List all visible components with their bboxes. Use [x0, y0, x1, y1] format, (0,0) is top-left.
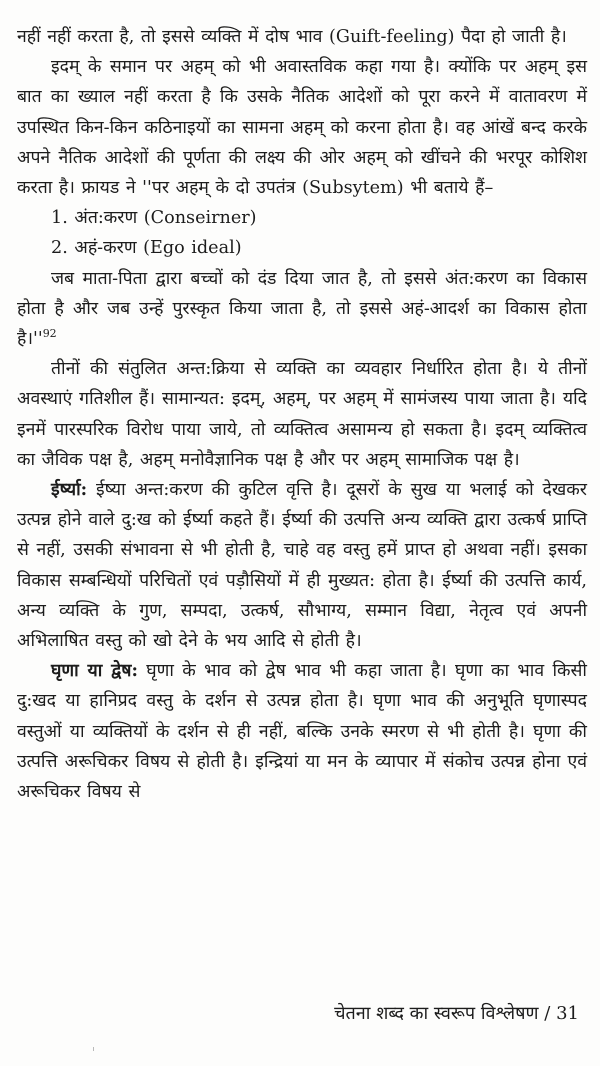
- list-item-conscience: 1. अंत:करण (Conseirner): [51, 208, 257, 229]
- paragraph-jealousy: [17, 475, 587, 656]
- paragraph-development-text: जब माता-पिता द्वारा बच्चों को दंड दिया जात है, तो इससे अंत:करण का विकास होता है और जब उन्हें पुरस्कृत किया जाता है, तो इससे अहं-आदर्श का विकास होता है।'': [17, 268, 587, 350]
- scan-speck: [93, 1047, 94, 1051]
- paragraph-jealousy-text: ईष्या अन्त:करण की कुटिल वृत्ति है। दूसरों के सुख या भलाई को देखकर उत्पन्न होने वाले दु:ख को ईर्ष्या कहते हैं। ईर्ष्या की उत्पत्ति अन्य व्यक्ति द्वारा उत्कर्ष प्राप्ति से नहीं, उसकी संभावना से भी होती है, चाहे वह वस्तु हमें प्राप्त हो अथवा नहीं। इसका विकास सम्बन्धियों परिचितों एवं पड़ौसियों में ही मुख्यत: होता है। ईर्ष्या की उत्पत्ति कार्य, अन्य व्यक्ति के गुण, सम्पदा, उत्कर्ष, सौभाग्य, सम्मान विद्या, नेतृत्व एवं अपनी अभिलाषित वस्तु को खो देने के भय आदि से होती है।: [17, 480, 587, 652]
- running-title: चेतना शब्द का स्वरूप विश्लेषण: [334, 1003, 539, 1024]
- list-item-ego-ideal: 2. अहं-करण (Ego ideal): [51, 238, 242, 259]
- paragraph-superego: इदम् के समान पर अहम् को भी अवास्तविक कहा गया है। क्योंकि पर अहम् इस बात का ख्याल नहीं करता है कि उसके नैतिक आदेशों को पूरा करने में वातावरण में उपस्थित किन-किन कठिनाइयों का सामना अहम् को करना होता है। वह आंखें बन्द करके अपने नैतिक आदेशों की पूर्णता की लक्ष्य की ओर अहम् को खींचने की भरपूर कोशिश करता है। फ्रायड ने ''पर अहम् के दो उपतंत्र (Subsytem) भी बताये हैं–: [17, 57, 587, 199]
- paragraph-development: [17, 264, 587, 355]
- paragraph-continued: नहीं नहीं करता है, तो इससे व्यक्ति में दोष भाव (Guift-feeling) पैदा हो जाती है।: [17, 27, 567, 47]
- heading-jealousy: ईर्ष्या:: [51, 479, 88, 501]
- heading-hatred: घृणा या द्वेष:: [51, 660, 138, 682]
- paragraph-hatred: [17, 656, 587, 807]
- footer-separator: /: [544, 1003, 551, 1024]
- paragraph-hatred-text: घृणा के भाव को द्वेष भाव भी कहा जाता है। घृणा का भाव किसी दु:खद या हानिप्रद वस्तु के दर्शन से उत्पन्न होता है। घृणा भाव की अनुभूति घृणास्पद वस्तुओं या व्यक्तियों के दर्शन से ही नहीं, बल्कि उनके स्मरण से भी होती है। घृणा की उत्पत्ति अरूचिकर विषय से होती है। इन्द्रियां या मन के व्यापार में संकोच उत्पन्न होना एवं अरूचिकर विषय से: [17, 661, 587, 803]
- page-footer: [334, 1001, 579, 1025]
- paragraph-balance: तीनों की संतुलित अन्त:क्रिया से व्यक्ति का व्यवहार निर्धारित होता है। ये तीनों अवस्थाएं गतिशील हैं। सामान्यत: इदम्, अहम्, पर अहम् में सामंजस्य पाया जाता है। यदि इनमें पारस्परिक विरोध पाया जाये, तो व्यक्तित्व असामन्य हो सकता है। इदम् व्यक्तित्व का जैविक पक्ष है, अहम् मनोवैज्ञानिक पक्ष है और पर अहम् सामाजिक पक्ष है।: [17, 359, 587, 470]
- footnote-reference: 92: [42, 327, 57, 341]
- page-number: 31: [556, 1003, 579, 1024]
- page-body: [17, 22, 587, 807]
